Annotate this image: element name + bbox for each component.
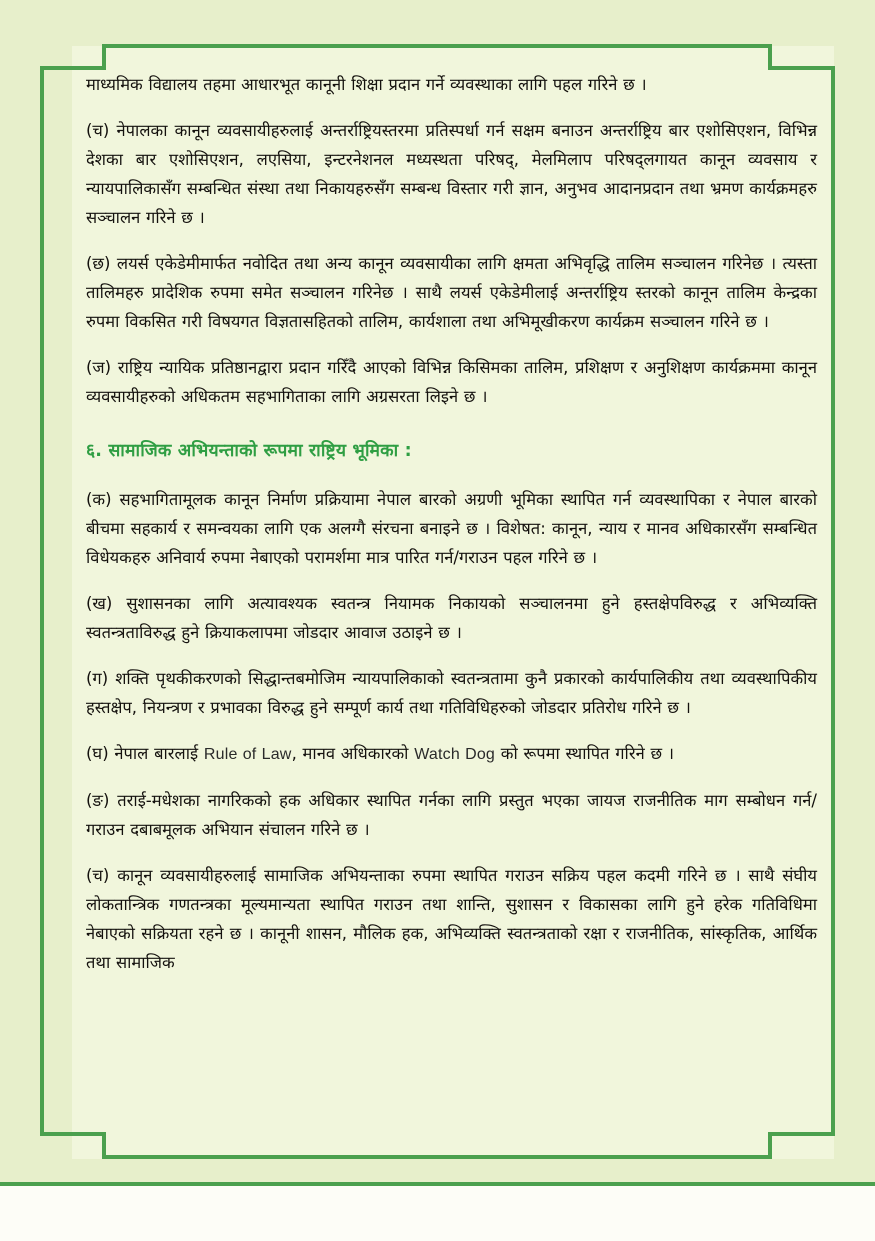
paragraph-nga-terai-madhesh: (ङ) तराई-मधेशका नागरिकको हक अधिकार स्थापित गर्नका लागि प्रस्तुत भएका जायज राजनीतिक माग सम्बोधन गर्न/गराउन दबाबमूलक अभियान संचालन गरिने छ । <box>86 791 817 839</box>
document-body <box>86 70 817 977</box>
paragraph-intro-line: माध्यमिक विद्यालय तहमा आधारभूत कानूनी शिक्षा प्रदान गर्ने व्यवस्थाका लागि पहल गरिने छ । <box>86 75 647 94</box>
paragraph-cha2-social-activist: (च) कानून व्यवसायीहरुलाई सामाजिक अभियन्ताका रुपमा स्थापित गराउन सक्रिय पहल कदमी गरिने छ । साथै संघीय लोकतान्त्रिक गणतन्त्रका मूल्यमान्यता स्थापित गराउन तथा शान्ति, सुशासन र विकासका लागि हुने हरेक गतिविधिमा नेबाएको सक्रियता रहने छ । कानूनी शासन, मौलिक हक, अभिव्यक्ति स्वतन्त्रताको रक्षा र राजनीतिक, सांस्कृतिक, आर्थिक तथा सामाजिक <box>86 866 817 972</box>
section-heading-6: ६. सामाजिक अभियन्ताको रूपमा राष्ट्रिय भूमिका : <box>86 441 412 461</box>
paragraph-gha-rule-of-law <box>86 739 817 769</box>
paragraph-cha-international: (च) नेपालका कानून व्यवसायीहरुलाई अन्तर्राष्ट्रियस्तरमा प्रतिस्पर्धा गर्न सक्षम बनाउन अन्तर्राष्ट्रिय बार एशोसिएशन, विभिन्न देशका बार एशोसिएशन, लएसिया, इन्टरनेशनल मध्यस्थता परिषद्, मेलमिलाप परिषद्लगायत कानून व्यवसाय र न्यायपालिकासँग सम्बन्धित संस्था तथा निकायहरुसँग सम्बन्ध विस्तार गरी ज्ञान, अनुभव आदानप्रदान तथा भ्रमण कार्यक्रमहरु सञ्चालन गरिने छ । <box>86 121 817 227</box>
english-term-watch-dog: Watch Dog <box>414 746 496 763</box>
english-term-rule-of-law: Rule of Law <box>203 746 292 763</box>
paragraph-ka-participatory-lawmaking: (क) सहभागितामूलक कानून निर्माण प्रक्रियामा नेपाल बारको अग्रणी भूमिका स्थापित गर्न व्यवस्थापिका र नेपाल बारको बीचमा सहकार्य र समन्वयका लागि एक अलग्गै संरचना बनाइने छ । विशेषत: कानून, न्याय र मानव अधिकारसँग सम्बन्धित विधेयकहरु अनिवार्य रुपमा नेबाएको परामर्शमा मात्र पारित गर्न/गराउन पहल गरिने छ । <box>86 490 817 567</box>
bottom-white-strip <box>0 1186 875 1241</box>
paragraph-gha-segment-2: , मानव अधिकारको <box>291 744 415 763</box>
paragraph-gha-segment-1: (घ) नेपाल बारलाई <box>86 744 204 763</box>
paragraph-gha-segment-3: को रूपमा स्थापित गरिने छ । <box>495 744 675 763</box>
paragraph-chha-lawyers-academy: (छ) लयर्स एकेडेमीमार्फत नवोदित तथा अन्य कानून व्यवसायीका लागि क्षमता अभिवृद्धि तालिम सञ्चालन गरिनेछ । त्यस्ता तालिमहरु प्रादेशिक रुपमा समेत सञ्चालन गरिनेछ । साथै लयर्स एकेडेमीलाई अन्तर्राष्ट्रिय स्तरको कानून तालिम केन्द्रका रुपमा विकसित गरी विषयगत विज्ञतासहितको तालिम, कार्यशाला तथा अभिमूखीकरण कार्यक्रम सञ्चालन गरिने छ । <box>86 254 817 331</box>
paragraph-kha-good-governance: (ख) सुशासनका लागि अत्यावश्यक स्वतन्त्र नियामक निकायको सञ्चालनमा हुने हस्तक्षेपविरुद्ध र अभिव्यक्ति स्वतन्त्रताविरुद्ध हुने क्रियाकलापमा जोडदार आवाज उठाइने छ । <box>86 594 817 642</box>
paragraph-ga-separation-of-powers: (ग) शक्ति पृथकीकरणको सिद्धान्तबमोजिम न्यायपालिकाको स्वतन्त्रतामा कुनै प्रकारको कार्यपालिकीय तथा व्यवस्थापिकीय हस्तक्षेप, नियन्त्रण र प्रभावका विरुद्ध हुने सम्पूर्ण कार्य तथा गतिविधिहरुको जोडदार प्रतिरोध गरिने छ । <box>86 669 817 717</box>
paragraph-ja-judicial-academy: (ज) राष्ट्रिय न्यायिक प्रतिष्ठानद्वारा प्रदान गरिँदै आएको विभिन्न किसिमका तालिम, प्रशिक्षण र अनुशिक्षण कार्यक्रममा कानून व्यवसायीहरुको अधिकतम सहभागिताका लागि अग्रसरता लिइने छ । <box>86 358 817 406</box>
